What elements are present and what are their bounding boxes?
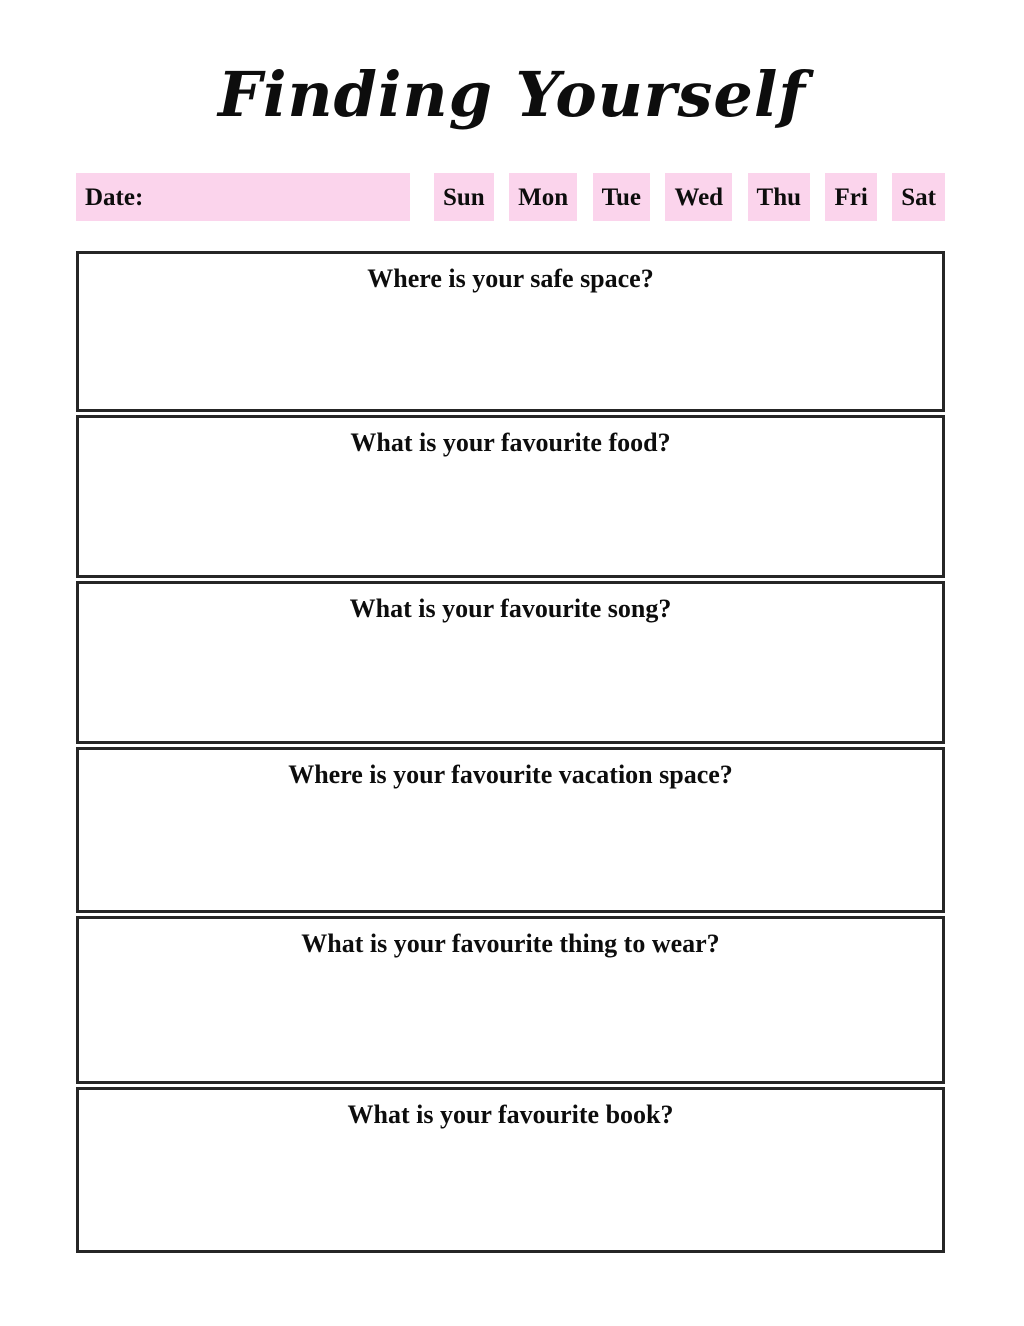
weekday-chip-tue[interactable] (593, 173, 650, 221)
row-spacer (410, 173, 434, 221)
weekday-selector (434, 173, 945, 221)
weekday-label: Sat (901, 183, 936, 211)
question-box-6[interactable] (76, 1087, 945, 1253)
weekday-label: Wed (674, 183, 724, 211)
date-and-weekday-row (76, 173, 945, 221)
weekday-chip-sun[interactable] (434, 173, 494, 221)
weekday-label: Thu (756, 183, 802, 211)
date-label: Date: (85, 183, 144, 211)
weekday-chip-wed[interactable] (665, 173, 732, 221)
question-prompt: What is your favourite thing to wear? (301, 929, 720, 958)
question-prompt: What is your favourite song? (349, 594, 672, 623)
date-field[interactable] (76, 173, 410, 221)
question-prompt: Where is your favourite vacation space? (288, 760, 733, 789)
question-list (76, 251, 945, 1253)
question-box-3[interactable] (76, 581, 945, 744)
question-answer-area[interactable] (79, 458, 942, 468)
question-box-1[interactable] (76, 251, 945, 412)
question-answer-area[interactable] (79, 790, 942, 800)
question-answer-area[interactable] (79, 624, 942, 634)
weekday-chip-sat[interactable] (892, 173, 945, 221)
question-prompt: What is your favourite book? (347, 1100, 674, 1129)
weekday-chip-mon[interactable] (509, 173, 577, 221)
question-answer-area[interactable] (79, 1130, 942, 1140)
weekday-chip-fri[interactable] (825, 173, 876, 221)
question-prompt: What is your favourite food? (350, 428, 671, 457)
question-prompt: Where is your safe space? (367, 264, 654, 293)
weekday-label: Mon (518, 183, 569, 211)
weekday-label: Fri (834, 183, 868, 211)
weekday-chip-thu[interactable] (748, 173, 810, 221)
question-box-4[interactable] (76, 747, 945, 913)
page-title: Finding Yourself (217, 58, 807, 131)
weekday-label: Sun (443, 183, 485, 211)
weekday-label: Tue (601, 183, 642, 211)
question-box-2[interactable] (76, 415, 945, 578)
question-answer-area[interactable] (79, 959, 942, 969)
question-box-5[interactable] (76, 916, 945, 1084)
question-answer-area[interactable] (79, 294, 942, 304)
